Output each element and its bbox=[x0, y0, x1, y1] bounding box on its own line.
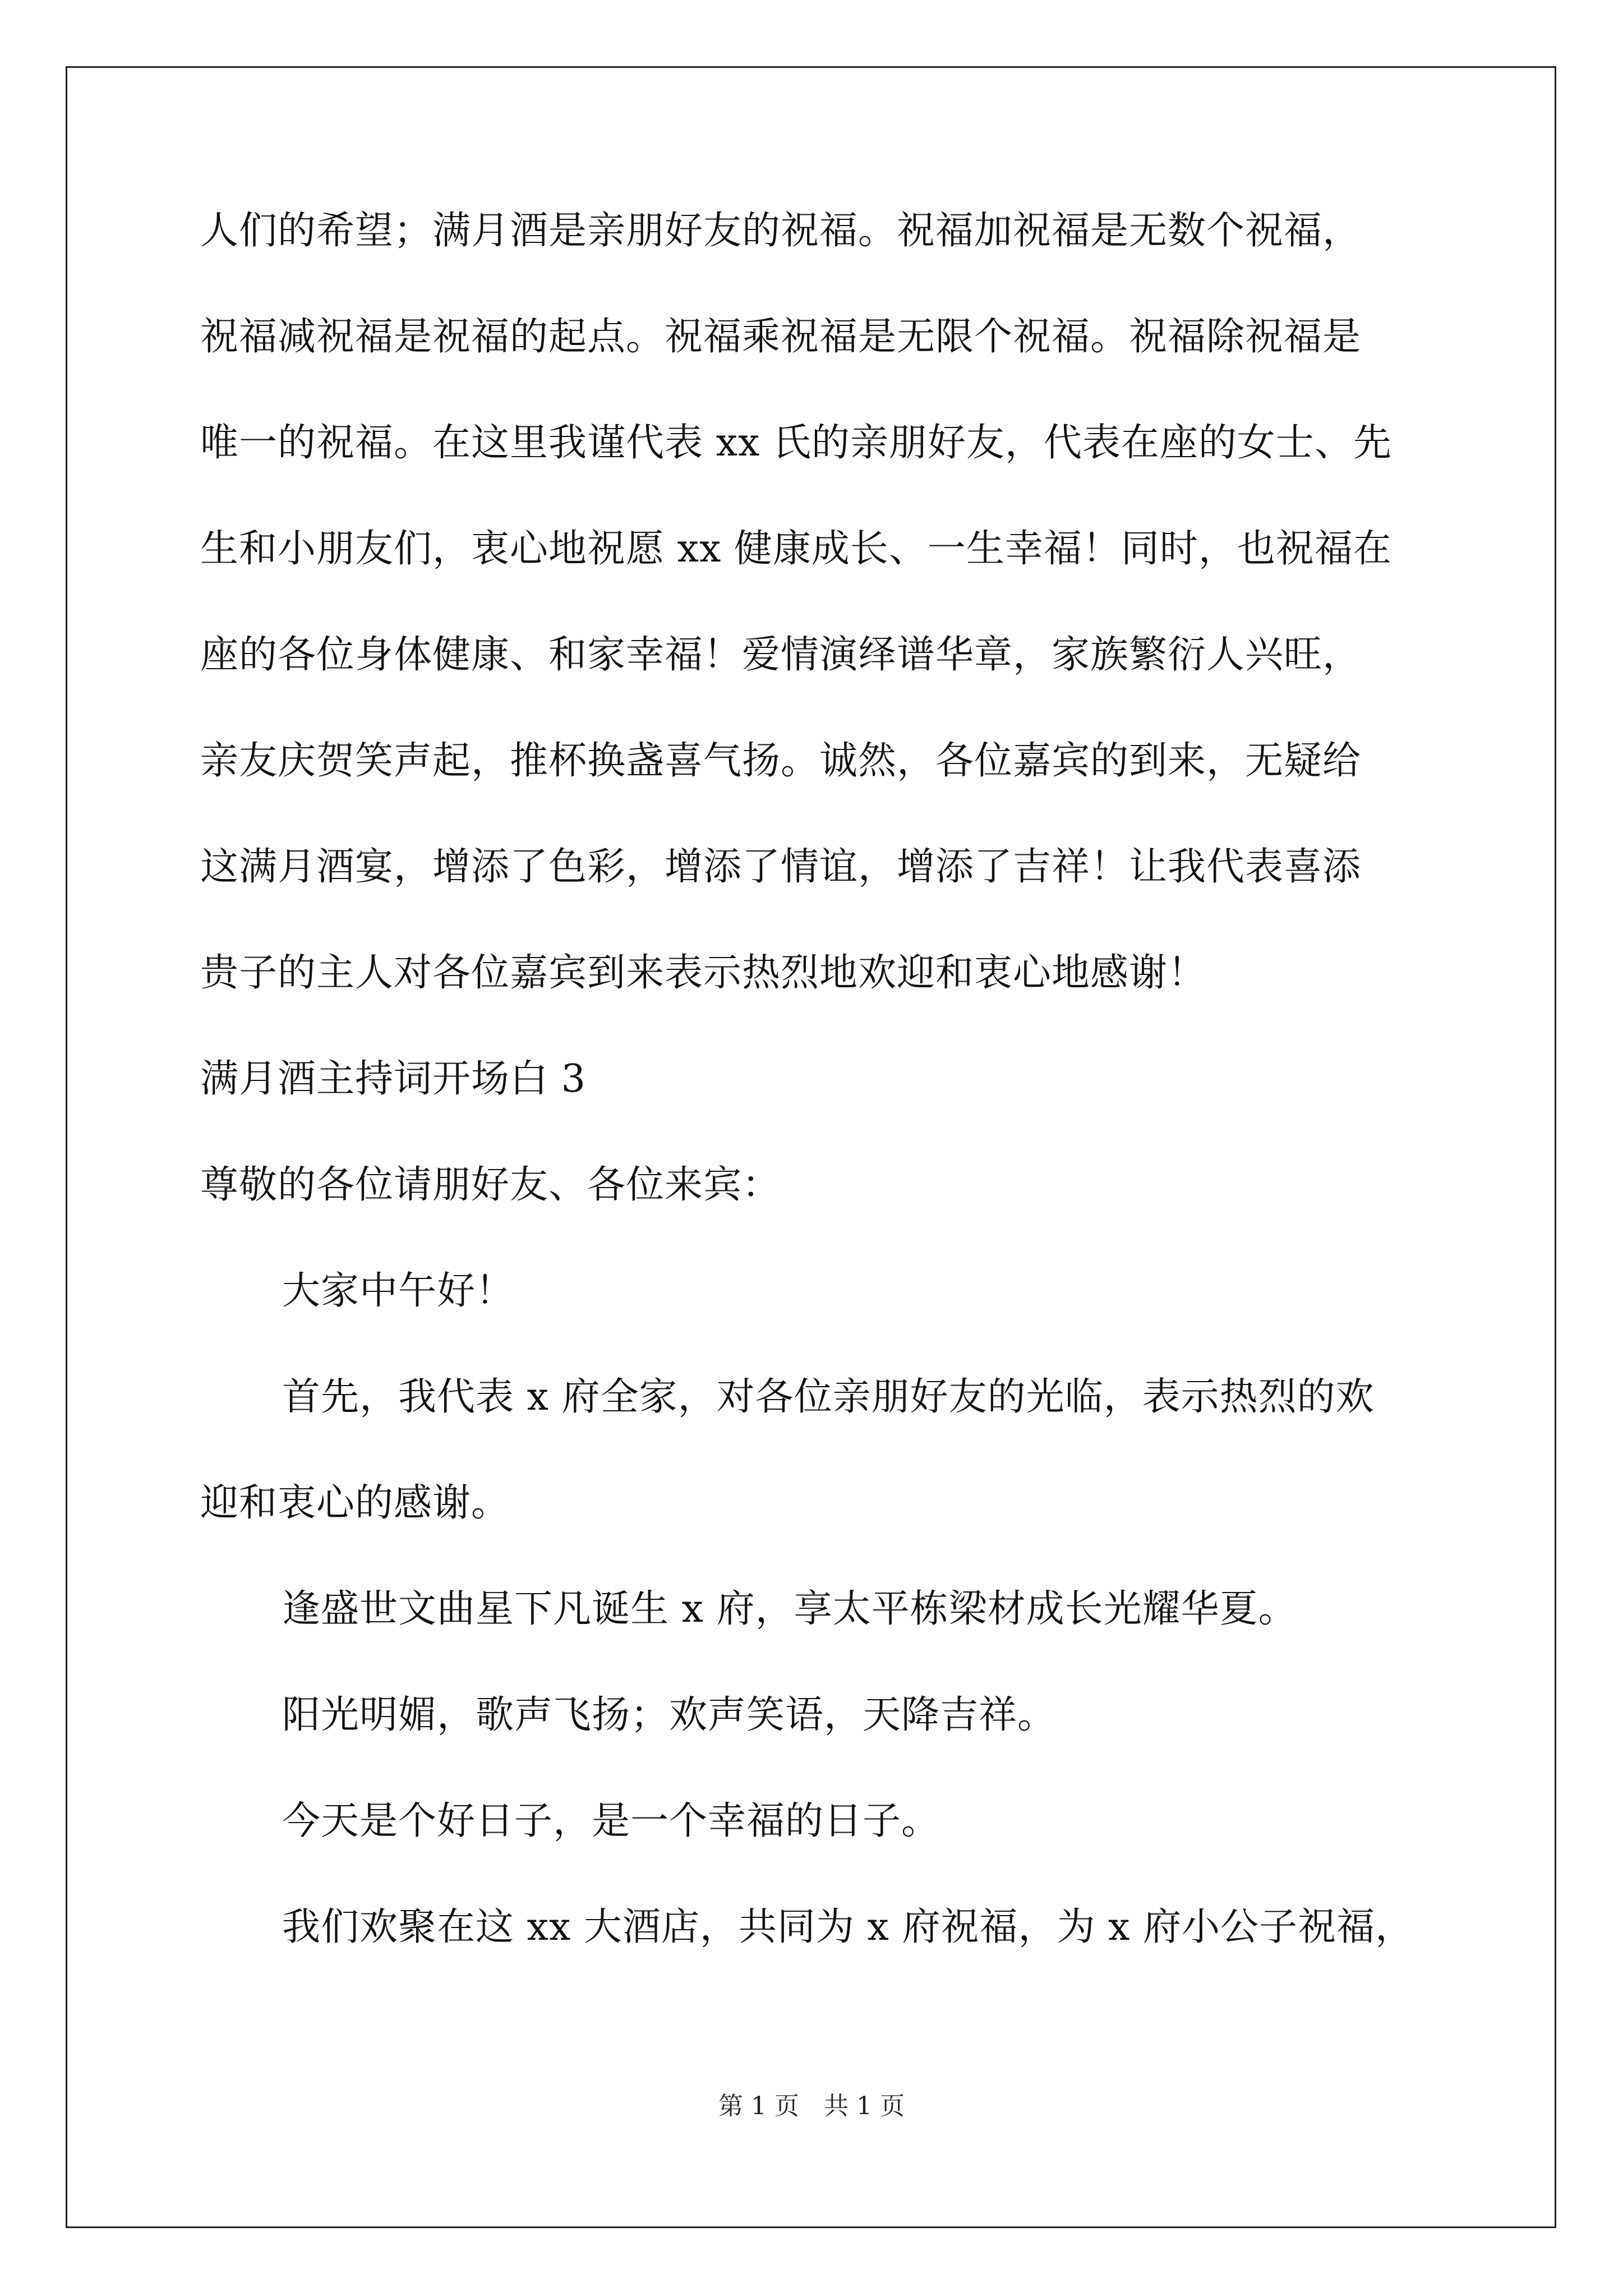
body-line-1: 人们的希望；满月酒是亲朋好友的祝福。祝福加祝福是无数个祝福， bbox=[200, 209, 1362, 253]
body-line-2: 祝福减祝福是祝福的起点。祝福乘祝福是无限个祝福。祝福除祝福是 bbox=[200, 315, 1362, 359]
paragraph-line: 我们欢聚在这 xx 大酒店，共同为 x 府祝福，为 x 府小公子祝福， bbox=[282, 1905, 1414, 1949]
body-line-8: 贵子的主人对各位嘉宾到来表示热烈地欢迎和衷心地感谢！ bbox=[200, 951, 1207, 995]
greeting-line: 大家中午好！ bbox=[282, 1269, 515, 1313]
paragraph-line: 迎和衷心的感谢。 bbox=[200, 1481, 510, 1525]
paragraph-line: 今天是个好日子，是一个幸福的日子。 bbox=[282, 1799, 940, 1843]
body-line-3: 唯一的祝福。在这里我谨代表 xx 氏的亲朋好友，代表在座的女士、先 bbox=[200, 421, 1392, 465]
paragraph-line: 首先，我代表 x 府全家，对各位亲朋好友的光临，表示热烈的欢 bbox=[282, 1375, 1375, 1419]
section-heading: 满月酒主持词开场白 3 bbox=[200, 1057, 586, 1101]
page-number-footer: 第 1 页 共 1 页 bbox=[718, 2092, 905, 2120]
paragraph-line: 阳光明媚，歌声飞扬；欢声笑语，天降吉祥。 bbox=[282, 1693, 1057, 1737]
salutation: 尊敬的各位请朋好友、各位来宾： bbox=[200, 1163, 781, 1207]
body-line-4: 生和小朋友们，衷心地祝愿 xx 健康成长、一生幸福！同时，也祝福在 bbox=[200, 527, 1392, 571]
paragraph-line: 逢盛世文曲星下凡诞生 x 府，享太平栋梁材成长光耀华夏。 bbox=[282, 1587, 1297, 1631]
page-border bbox=[66, 66, 1556, 2228]
body-line-5: 座的各位身体健康、和家幸福！爱情演绎谱华章，家族繁衍人兴旺， bbox=[200, 633, 1362, 677]
body-line-7: 这满月酒宴，增添了色彩，增添了情谊，增添了吉祥！让我代表喜添 bbox=[200, 845, 1362, 889]
body-line-6: 亲友庆贺笑声起，推杯换盏喜气扬。诚然，各位嘉宾的到来，无疑给 bbox=[200, 739, 1362, 783]
